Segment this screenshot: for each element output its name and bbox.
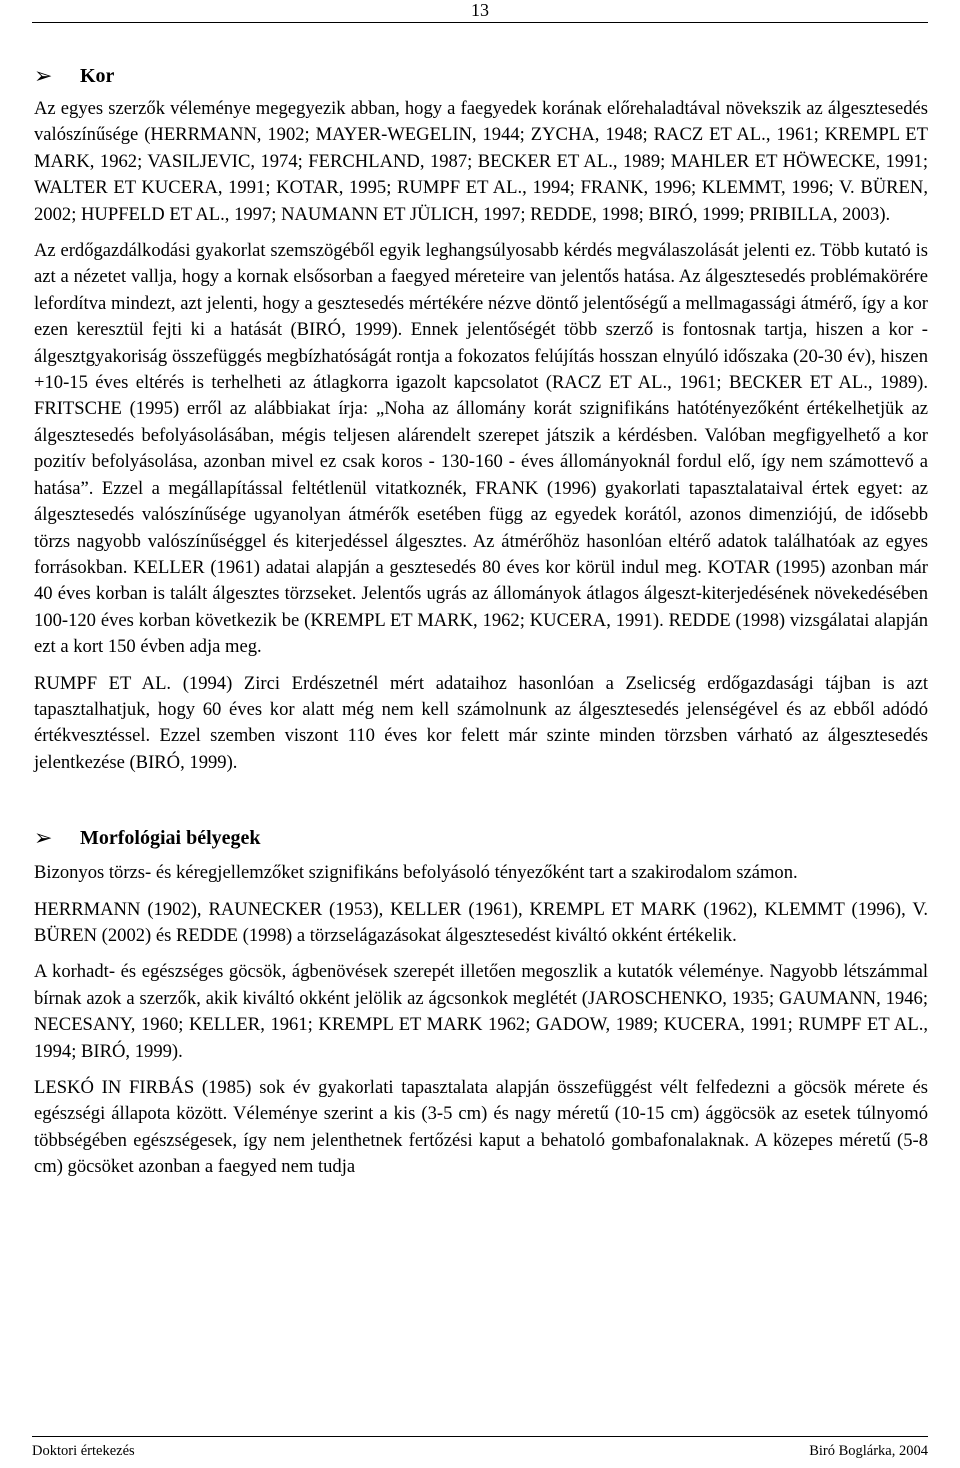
paragraph: HERRMANN (1902), RAUNECKER (1953), KELLER (1961), KREMPL ET MARK (1962), KLEMMT (1996), V. BÜREN (2002) és REDDE (1998) a törzselágazásokat álgesztesedést kiváltó okként értékelik. (34, 898, 928, 946)
paragraph: LESKÓ IN FIRBÁS (1985) sok év gyakorlati tapasztalata alapján összefüggést vélt felfedezni a göcsök mérete és egészségi állapota között. Véleménye szerint a kis (3-5 cm) és nagy méretű (10-15 cm) ággöcsök az esetek túlnyomó többségében egészségesek, így nem jelenthetnek fertőzési kaput a behatoló gombafonalaknak. A közepes méretű (5-8 cm) göcsöket azonban a faegyed nem tudja (34, 1077, 928, 1178)
paragraph: Bizonyos törzs- és kéregjellemzőket szignifikáns befolyásoló tényezőként tart a szakirodalom számon. (34, 862, 798, 884)
section-heading-morfologiai-belyegek (34, 824, 928, 852)
arrow-bullet-icon: ➢ (34, 825, 53, 851)
header-rule (32, 22, 928, 23)
footer-left-text: Doktori értekezés (32, 1443, 135, 1459)
section-title: Kor (80, 65, 115, 87)
footer-right-text: Biró Boglárka, 2004 (809, 1443, 928, 1459)
section-title: Morfológiai bélyegek (80, 827, 261, 850)
paragraph: A korhadt- és egészséges göcsök, ágbenövések szerepét illetően megoszlik a kutatók véleménye. Nagyobb létszámmal bírnak azok a szerzők, akik kiváltó okként jelölik az ágcsonkok meglétét (JAROSCHENKO, 1935; GAUMANN, 1946; NECESANY, 1960; KELLER, 1961; KREMPL ET MARK 1962; GADOW, 1989; KUCERA, 1991; RUMPF ET AL., 1994; BIRÓ, 1999). (34, 961, 928, 1062)
paragraph: Az egyes szerzők véleménye megegyezik abban, hogy a faegyedek korának előrehaladtával növekszik az álgesztesedés valószínűsége (HERRMANN, 1902; MAYER-WEGELIN, 1944; ZYCHA, 1948; RACZ ET AL., 1961; KREMPL ET MARK, 1962; VASILJEVIC, 1974; FERCHLAND, 1987; BECKER ET AL., 1989; MAHLER ET HÖWECKE, 1991; WALTER ET KUCERA, 1991; KOTAR, 1995; RUMPF ET AL., 1994; FRANK, 1996; KLEMMT, 1996; V. BÜREN, 2002; HUPFELD ET AL., 1997; NAUMANN ET JÜLICH, 1997; REDDE, 1998; BIRÓ, 1999; PRIBILLA, 2003). (34, 98, 928, 225)
arrow-bullet-icon: ➢ (34, 63, 53, 88)
section-heading-kor (34, 62, 928, 90)
page-number: 13 (471, 0, 489, 20)
footer-rule (32, 1436, 928, 1437)
paragraph: Az erdőgazdálkodási gyakorlat szemszögéből egyik leghangsúlyosabb kérdés megválaszolását jelenti ez. Több kutató is azt a nézetet vallja, hogy a kornak elsősorban a faegyed méreteire van jelentős hatása. Az álgesztesedés problémakörére lefordítva mindezt, azt jelenti, hogy a gesztesedés mértékére nézve döntő jelentőségű a mellmagassági átmérő, így a kor ezen keresztül fejti ki a hatását (BIRÓ, 1999). Ennek jelentőségét több szerző is fontosnak tartja, hiszen a kor - álgesztgyakoriság összefüggés megbízhatóságát rontja a fokozatos felújítás hosszan elnyúló időszaka (20-30 év), hiszen +10-15 éves eltérés is terhelheti az átlagkorra igazolt kapcsolatot (RACZ ET AL., 1961; BECKER ET AL., 1989). FRITSCHE (1995) erről az alábbiakat írja: „Noha az állomány korát szignifikáns hatótényezőként értékelhetjük az álgesztesedés befolyásolásában, mégis teljesen alárendelt szerepet játszik a kérdésben. Valóban megfigyelhető a kor pozitív befolyásolása, azonban mivel ez csak koros - 130-160 - éves állományoknál fordul elő, így nem számottevő a hatása”. Ezzel a megállapítással feltétlenül vitatkoznék, FRANK (1996) gyakorlati tapasztalataival értek egyet: az álgesztesedés valószínűsége ugyanolyan átmérők esetében függ az egyedek korától, azonos dimenziójú, de idősebb törzs nagyobb valószínűséggel és kiterjedéssel álgesztes. Az átmérőhöz hasonlóan eltérő adatok találhatóak az egyes forrásokban. KELLER (1961) adatai alapján a gesztesedés 80 éves kor körül indul meg. KOTAR (1995) azonban már 40 éves korban is talált álgesztes törzseket. Jelentős ugrás az állományok átlagos álgeszt-kiterjedésének növekedésében 100-120 éves korban következik be (KREMPL ET MARK, 1962; KUCERA, 1991). REDDE (1998) vizsgálatai alapján ezt a kort 150 évben adja meg. (34, 240, 928, 658)
page-content (34, 62, 928, 1191)
page-footer (32, 1442, 928, 1460)
paragraph: RUMPF ET AL. (1994) Zirci Erdészetnél mért adataihoz hasonlóan a Zselicség erdőgazdasági tájban is azt tapasztalhatjuk, hogy 60 éves kor alatt még nem kell számolnunk az álgesztesedés jelenségével és az ebből adódó értékvesztéssel. Ezzel szemben viszont 110 éves kor felett már szinte minden törzsben várható az álgesztesedés jelentkezése (BIRÓ, 1999). (34, 672, 928, 773)
